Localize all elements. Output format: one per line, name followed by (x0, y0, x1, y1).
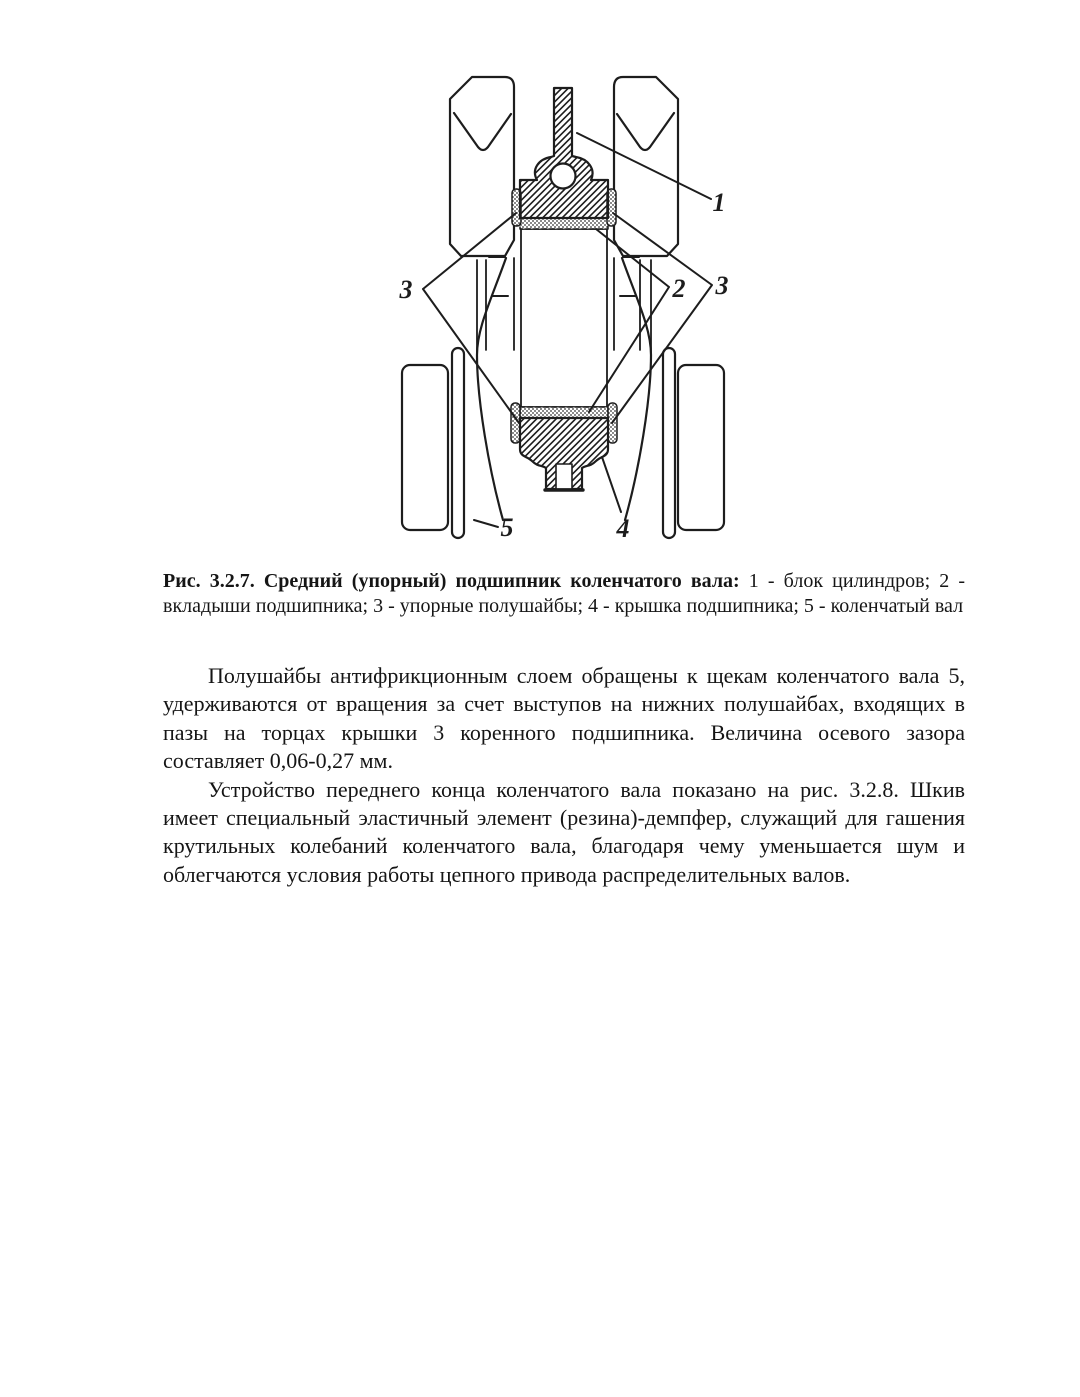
cylinder-block-wall-left (450, 77, 514, 256)
counterweight-right-strip (663, 348, 675, 538)
figure-thrust-bearing-diagram (0, 0, 1080, 560)
leader-5 (474, 520, 498, 527)
callout-2: 2 (672, 274, 686, 303)
crankshaft-journal (521, 229, 607, 407)
bearing-shell-lower (520, 407, 608, 418)
cap-bolt-slot (556, 464, 572, 489)
callout-3-right: 3 (715, 271, 729, 300)
callout-3-left: 3 (399, 275, 413, 304)
body-paragraph-1: Полушайбы антифрикционным слоем обращены к щекам коленчатого вала 5, удерживаются от вращения за счет выступов на нижних полушайбах, входящих в пазы на торцах крышки 3 коренного подшипника. Величина осевого зазора составляет 0,06-0,27 мм. (163, 663, 965, 774)
leader-4 (602, 457, 621, 512)
crank-cheek-flank-left (477, 258, 506, 520)
body-paragraph-2: Устройство переднего конца коленчатого вала показано на рис. 3.2.8. Шкив имеет специальный эластичный элемент (резина)-демпфер, служащий для гашения крутильных колебаний коленчатого вала, благодаря чему уменьшается шум и облегчаются условия работы цепного привода распределительных валов. (163, 776, 965, 887)
figure-caption-title: Рис. 3.2.7. Средний (упорный) подшипник коленчатого вала: (163, 570, 740, 592)
figure-caption-legend: 1 - блок цилиндров; 2 - вкладыши подшипника; 3 - упорные полушайбы; 4 - крышка подшипника; 5 - коленчатый вал (163, 570, 965, 617)
oil-hole (551, 164, 576, 189)
callout-4: 4 (616, 514, 630, 543)
bearing-shell-upper (520, 218, 608, 229)
counterweight-left-strip (452, 348, 464, 538)
upper-bearing-block (520, 88, 608, 218)
counterweight-left (402, 365, 448, 530)
counterweight-right (678, 365, 724, 530)
callout-5: 5 (500, 513, 514, 542)
figure-caption (163, 569, 965, 619)
body-text (163, 662, 965, 889)
thrust-bearing-drawing (0, 0, 1080, 560)
callout-1: 1 (712, 188, 726, 217)
